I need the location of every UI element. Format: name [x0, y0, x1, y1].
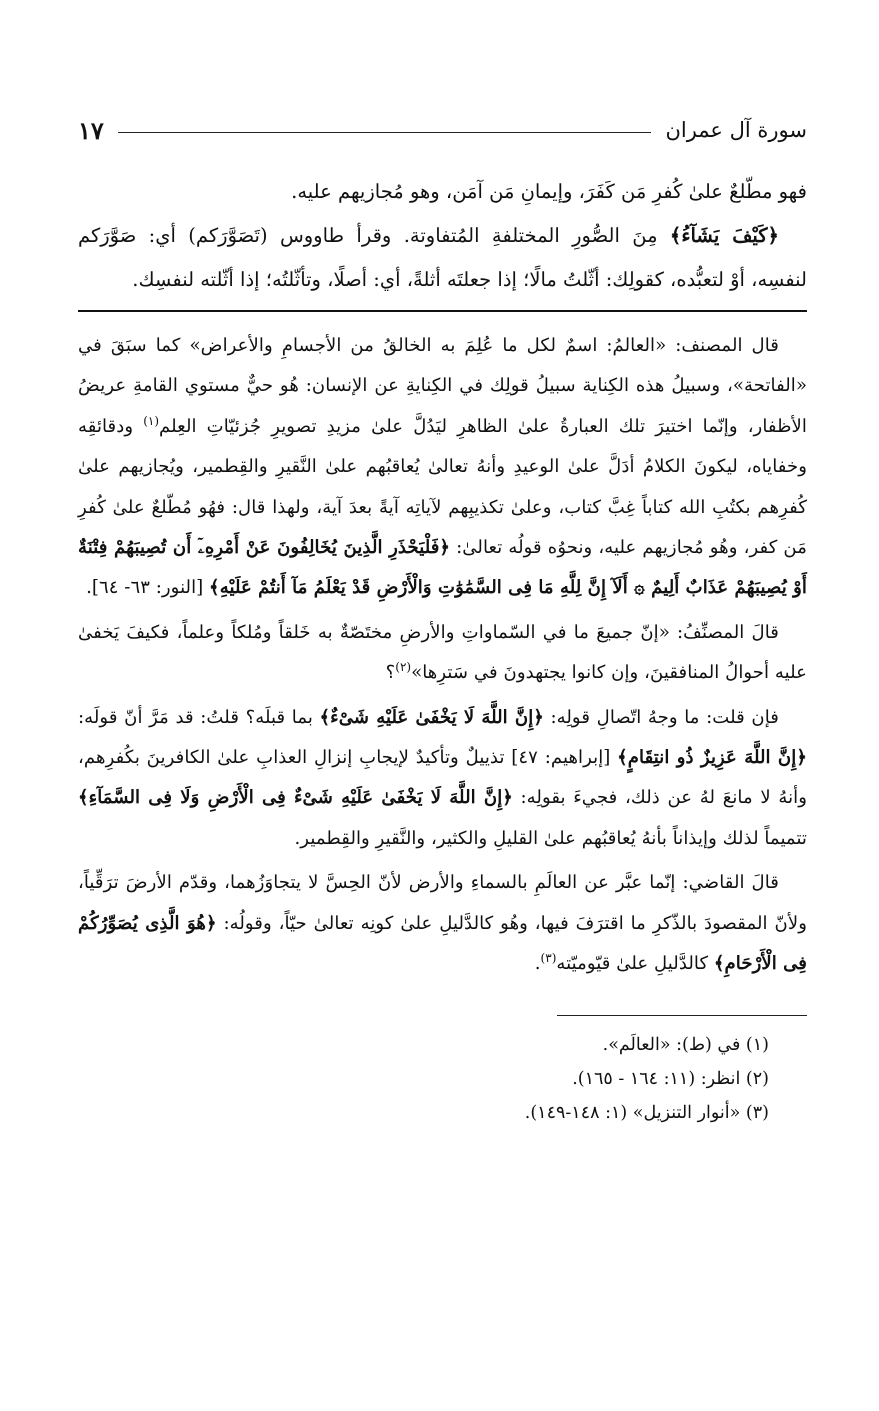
- commentary-text: كالدَّليلِ علىٰ قيّوميّته: [556, 953, 714, 975]
- footnote-2: (٢) انظر: (١١: ١٦٤ - ١٦٥).: [572, 1068, 769, 1089]
- verse-reference: [النور: ٦٣- ٦٤].: [86, 577, 210, 599]
- commentary-text: قالَ المصنِّفُ: «إنّ جميعَ ما في السّماواتِ والأرضِ مختَصّةٌ به خَلقاً ومُلكاً وعلماً، فكيفَ يَخفىٰ عليه أحوالُ المنافقينَ، وإن كانوا يجتهدونَ في سَترِها»: [78, 621, 807, 684]
- page-number: ١٧: [78, 115, 104, 145]
- footnote-marker-2: (٢): [395, 660, 412, 675]
- commentary-text: فإن قلت: ما وجهُ اتّصالِ قولِه:: [543, 706, 779, 728]
- commentary-text: ؟: [385, 662, 396, 684]
- footnote-separator: [557, 1015, 807, 1016]
- commentary-text: [إبراهيم: ٤٧] تذييلٌ وتأكيدٌ لإيجابِ إنزالِ العذابِ علىٰ الكافرينَ بكُفرِهم، وأنهُ لا مانعَ لهُ عن ذلك، فجيءَ بقولِه:: [78, 747, 807, 809]
- footnote-1: (١) في (ط): «العالَم».: [602, 1034, 769, 1055]
- quran-verse: ﴿إِنَّ اللَّهَ لَا يَخْفَىٰ عَلَيْهِ شَىْءٌ فِى الْأَرْضِ وَلَا فِى السَّمَآءِ﴾: [78, 787, 513, 809]
- book-page: [78, 108, 807, 1130]
- footnote-marker-3: (٣): [540, 951, 557, 966]
- commentary-paragraph-2: [78, 613, 807, 694]
- commentary: [78, 326, 807, 985]
- footnote-marker-1: (١): [143, 413, 160, 428]
- footnotes: [78, 1028, 807, 1130]
- commentary-paragraph-3: [78, 698, 807, 860]
- main-paragraph-1: فهو مطّلعٌ علىٰ كُفرِ مَن كَفَرَ، وإيمانِ مَن آمَن، وهو مُجازيهم عليه.: [291, 180, 807, 203]
- commentary-text: .: [534, 953, 541, 975]
- footnote-3: (٣) «أنوار التنزيل» (١: ١٤٨-١٤٩).: [524, 1102, 769, 1123]
- main-text: [78, 170, 807, 302]
- surah-title: سورة آل عمران: [665, 118, 807, 142]
- main-separator: [78, 310, 807, 312]
- commentary-paragraph-1: [78, 326, 807, 609]
- commentary-paragraph-4: [78, 863, 807, 984]
- quran-verse: ﴿فَلْيَحْذَرِ الَّذِينَ يُخَالِفُونَ عَنْ أَمْرِهِۦٓ أَن تُصِيبَهُمْ فِتْنَةٌ أَوْ يُصِيبَهُمْ عَذَابٌ أَلِيمٌ ۞ أَلَآ إِنَّ لِلَّهِ مَا فِى السَّمَٰوَٰتِ وَالْأَرْضِ قَدْ يَعْلَمُ مَآ أَنتُمْ عَلَيْهِ﴾: [78, 537, 807, 599]
- commentary-text: بما قبلَه؟ قلتُ: قد مَرَّ أنّ قولَه:: [78, 706, 320, 728]
- running-header: [78, 108, 807, 152]
- main-paragraph-2-text: مِنَ الصُّورِ المختلفةِ المُتفاوتة. وقرأ طاووس (تَصَوَّرَكم) أي: صَوَّرَكم لنفسِه، أوْ لتعبُّده، كقولِك: أثّلتُ مالًا؛ إذا جعلتَه أثلةً، أي: أصلًا، وتأثّلتُه؛ إذا أثّلته لنفسِك.: [78, 224, 807, 291]
- commentary-text: قالَ القاضي: إنّما عبَّر عن العالَمِ بالسماءِ والأرض لأنّ الحِسَّ لا يتجاوَزُهما، وقدّم الأرضَ ترَقِّياً، ولأنّ المقصودَ بالذّكرِ ما اقترَفَ فيها، وهُو كالدَّليلِ علىٰ كونِه تعالىٰ حيّاً، وقولُه:: [78, 872, 807, 934]
- quran-verse: ﴿هُوَ الَّذِى يُصَوِّرُكُمْ فِى الْأَرْحَامِ﴾: [78, 912, 807, 975]
- quran-verse: ﴿كَيْفَ يَشَآءُ﴾: [669, 224, 779, 247]
- main-paragraph-2: [78, 214, 807, 302]
- commentary-text: ودقائقِه وخفاياه، ليكونَ الكلامُ أدَلَّ علىٰ الوعيدِ وأنهُ تعالىٰ يُعاقبُهم علىٰ النَّقيرِ والقِطمير، ويُجازيهم علىٰ كُفرِهم بكتُبِ الله كتاباً غِبَّ كتاب، وعلىٰ تكذيبِهم لآياتِه آيةً بعدَ آية، ولهذا قال: فهُو مُطّلعٌ علىٰ كُفرِ مَن كفر، وهُو مُجازيهم عليه، ونحوُه قولُه تعالىٰ:: [78, 415, 807, 559]
- commentary-text: تتميماً لذلك وإيذاناً بأنهُ يُعاقبُهم علىٰ القليلِ والكثير، والنَّقيرِ والقِطمير.: [294, 827, 807, 849]
- quran-verse: ﴿إِنَّ اللَّهَ لَا يَخْفَىٰ عَلَيْهِ شَىْءٌ﴾: [319, 706, 544, 728]
- quran-verse: ﴿إِنَّ اللَّهَ عَزِيزٌ ذُو انتِقَامٍ﴾: [617, 747, 807, 769]
- header-rule: [118, 132, 652, 133]
- commentary-text: قال المصنف: «العالمُ: اسمٌ لكل ما عُلِمَ به الخالقُ من الأجسامِ والأعراض» كما سبَقَ في «الفاتحة»، وسبيلُ هذه الكِناية سبيلُ قولِك في الكِنايةِ عن الإنسان: هُو حيٌّ مستوي القامةِ عريضُ الأظفار، وإنّما اختيرَ تلك العبارةُ علىٰ الظاهرِ ليَدُلَّ علىٰ مزيدِ تصويرِ جُزئيّاتِ العِلم: [78, 335, 807, 437]
